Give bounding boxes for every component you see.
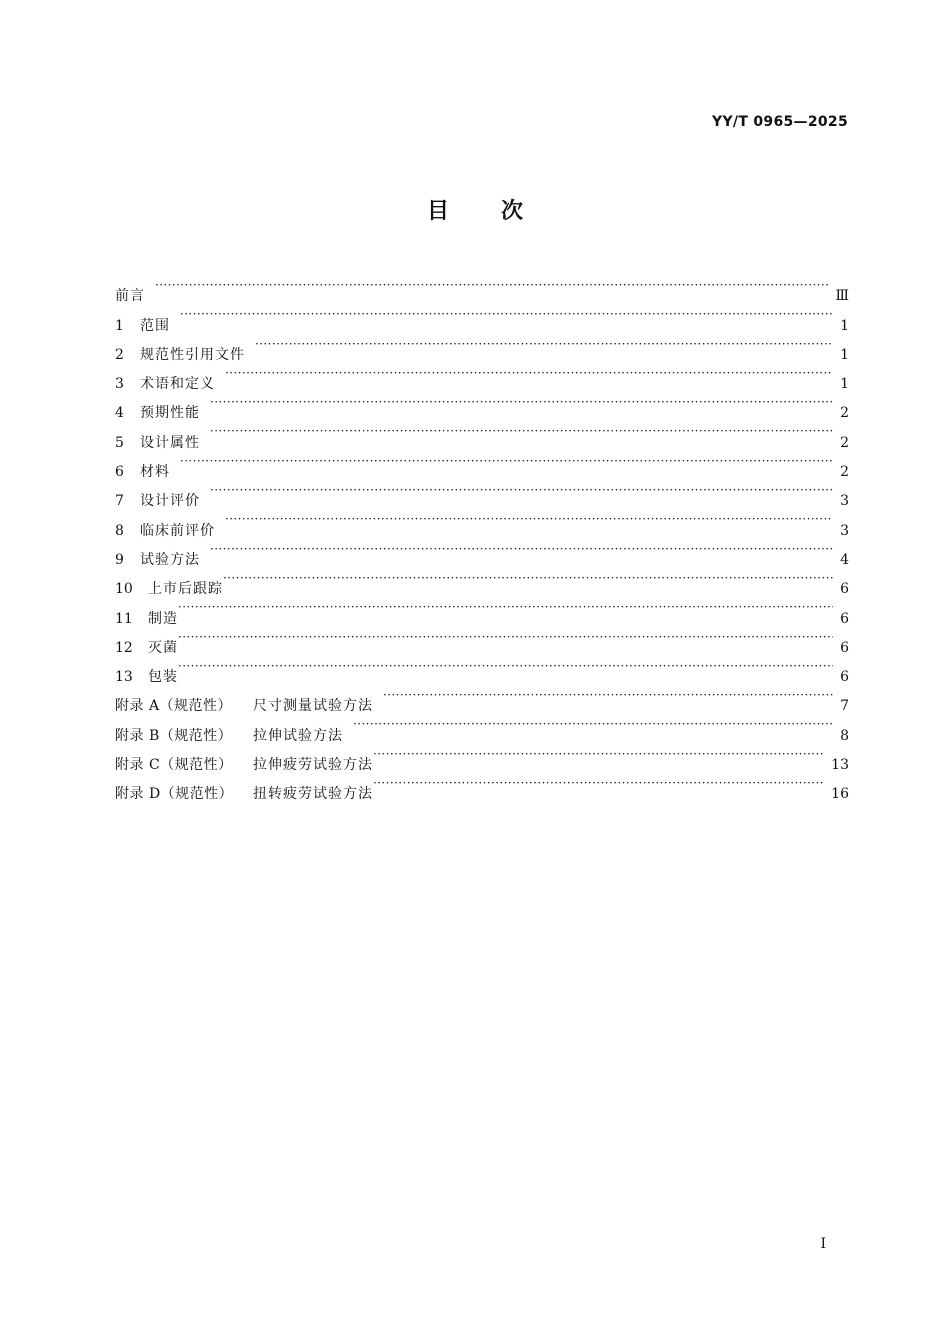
toc-leader-dots xyxy=(210,535,833,564)
toc-entry-label: 前言 xyxy=(115,288,145,305)
standard-number: YY/T 0965—2025 xyxy=(712,114,848,130)
toc-leader-dots xyxy=(180,447,833,476)
toc-entry-page: 6 xyxy=(840,669,849,686)
toc-entry-number: 6 xyxy=(115,464,124,481)
toc-leader-dots xyxy=(373,769,825,798)
toc-entry-page: 7 xyxy=(840,698,849,715)
toc-entry-label: 试验方法 xyxy=(140,551,200,568)
toc-entry-label: 设计属性 xyxy=(140,434,200,451)
toc-entry-page: 3 xyxy=(840,493,849,510)
page-number: Ⅰ xyxy=(820,1236,826,1252)
toc-entry-number: 8 xyxy=(115,522,124,539)
toc-entry-post-market[interactable] xyxy=(115,564,849,598)
toc-leader-dots xyxy=(353,710,833,739)
toc-entry-page: 16 xyxy=(831,786,849,803)
toc-entry-page: 1 xyxy=(840,346,849,363)
toc-entry-packaging[interactable] xyxy=(115,652,849,686)
toc-entry-scope[interactable] xyxy=(115,300,849,334)
toc-entry-materials[interactable] xyxy=(115,447,849,481)
toc-entry-label: 规范性引用文件 xyxy=(140,346,245,363)
page-title: 目次 xyxy=(426,199,575,224)
toc-leader-dots xyxy=(373,740,825,769)
toc-entry-label: 术语和定义 xyxy=(140,376,215,393)
toc-entry-label: 制造 xyxy=(148,610,178,627)
toc-entry-design-evaluation[interactable] xyxy=(115,476,849,510)
toc-entry-number: 11 xyxy=(115,610,133,627)
toc-leader-dots xyxy=(383,681,833,710)
toc-entry-page: 6 xyxy=(840,639,849,656)
toc-entry-manufacturing[interactable] xyxy=(115,593,849,627)
toc-entry-number: 4 xyxy=(115,405,124,422)
toc-entry-page: 3 xyxy=(840,522,849,539)
toc-entry-page: 6 xyxy=(840,581,849,598)
toc-leader-dots xyxy=(178,593,833,622)
toc-entry-label: 预期性能 xyxy=(140,405,200,422)
toc-entry-number: 3 xyxy=(115,376,124,393)
toc-leader-dots xyxy=(210,388,833,417)
toc-entry-number: 12 xyxy=(115,639,133,656)
table-of-contents xyxy=(115,271,849,803)
toc-entry-label: 尺寸测量试验方法 xyxy=(253,698,373,715)
toc-entry-number: 2 xyxy=(115,346,124,363)
toc-leader-dots xyxy=(225,505,833,534)
toc-leader-dots xyxy=(223,564,833,593)
toc-leader-dots xyxy=(178,623,833,652)
toc-entry-page: 1 xyxy=(840,376,849,393)
toc-entry-page: 1 xyxy=(840,317,849,334)
toc-entry-page: Ⅲ xyxy=(835,288,849,305)
toc-entry-page: 2 xyxy=(840,405,849,422)
toc-entry-label: 临床前评价 xyxy=(140,522,215,539)
toc-entry-number: 5 xyxy=(115,434,124,451)
toc-annex-prefix: 附录 D（规范性） xyxy=(115,786,234,803)
toc-entry-page: 8 xyxy=(840,727,849,744)
toc-leader-dots xyxy=(155,271,829,300)
toc-entry-number: 1 xyxy=(115,317,124,334)
toc-annex-prefix: 附录 C（规范性） xyxy=(115,757,233,774)
toc-leader-dots xyxy=(180,300,833,329)
toc-entry-test-methods[interactable] xyxy=(115,535,849,568)
toc-entry-label: 设计评价 xyxy=(140,493,200,510)
toc-entry-label: 拉伸疲劳试验方法 xyxy=(253,757,373,774)
toc-entry-page: 4 xyxy=(840,551,849,568)
toc-entry-page: 13 xyxy=(831,757,849,774)
toc-entry-label: 上市后跟踪 xyxy=(148,581,223,598)
toc-entry-normative-references[interactable] xyxy=(115,330,849,363)
toc-annex-prefix: 附录 A（规范性） xyxy=(115,698,233,715)
toc-leader-dots xyxy=(210,476,833,505)
toc-annex-prefix: 附录 B（规范性） xyxy=(115,727,233,744)
toc-entry-page: 6 xyxy=(840,610,849,627)
toc-entry-number: 9 xyxy=(115,551,124,568)
toc-entry-page: 2 xyxy=(840,464,849,481)
toc-entry-foreword[interactable] xyxy=(115,271,849,305)
toc-entry-label: 材料 xyxy=(140,464,170,481)
toc-entry-intended-performance[interactable] xyxy=(115,388,849,422)
toc-entry-terms-definitions[interactable] xyxy=(115,359,849,393)
toc-entry-design-attributes[interactable] xyxy=(115,417,849,451)
toc-entry-preclinical-evaluation[interactable] xyxy=(115,505,849,539)
toc-leader-dots xyxy=(225,359,833,388)
toc-leader-dots xyxy=(255,330,833,359)
toc-entry-label: 范围 xyxy=(140,317,170,334)
toc-entry-label: 包装 xyxy=(148,669,178,686)
toc-leader-dots xyxy=(178,652,833,681)
toc-entry-number: 10 xyxy=(115,581,133,598)
toc-entry-annex-a[interactable] xyxy=(115,681,849,715)
toc-entry-number: 13 xyxy=(115,669,133,686)
toc-leader-dots xyxy=(210,417,833,446)
toc-entry-label: 扭转疲劳试验方法 xyxy=(253,786,373,803)
toc-entry-label: 拉伸试验方法 xyxy=(253,727,343,744)
toc-entry-page: 2 xyxy=(840,434,849,451)
toc-entry-label: 灭菌 xyxy=(148,639,178,656)
toc-entry-sterilization[interactable] xyxy=(115,623,849,656)
toc-entry-number: 7 xyxy=(115,493,124,510)
